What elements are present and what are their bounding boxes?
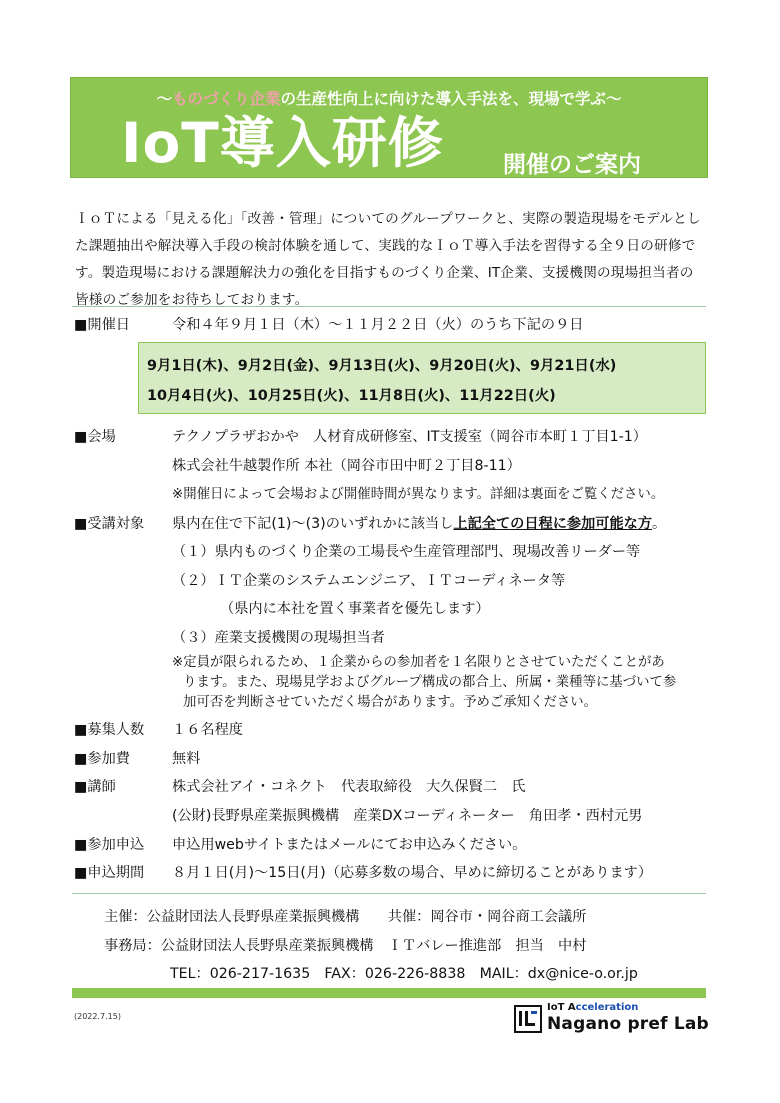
target-lead: 県内在住で下記(1)～(3)のいずれかに該当し上記全ての日程に参加可能な方。: [172, 516, 667, 532]
bottom-bar: [72, 988, 706, 998]
footer-organizer: 主催：公益財団法人長野県産業振興機構 共催：岡谷市・岡谷商工会議所: [104, 909, 587, 925]
apply-label: ■参加申込: [74, 837, 145, 853]
schedule-dates-box: [138, 342, 706, 414]
venue-note: ※開催日によって会場および開催時間が異なります。詳細は裏面をご覧ください。: [172, 487, 665, 502]
venue-label: ■会場: [74, 429, 116, 445]
target-note-1: ※定員が限られるため、１企業からの参加者を１名限りとさせていただくことがあ: [172, 655, 665, 670]
target-item-2-sub: （県内に本社を置く事業者を優先します）: [220, 601, 490, 617]
title-banner: [70, 77, 708, 178]
schedule-dates-line2: 10月4日(火)、10月25日(火)、11月8日(火)、11月22日(火): [147, 388, 556, 404]
venue-line1: テクノプラザおかや 人材育成研修室、IT支援室（岡谷市本町１丁目1-1）: [172, 429, 647, 445]
capacity-value: １６名程度: [172, 722, 243, 738]
logo-tagline: IoT Acceleration: [547, 1002, 639, 1013]
footer-contact: TEL：026-217-1635 FAX：026-226-8838 MAIL：dx@nice-o.or.jp: [170, 966, 638, 982]
target-label: ■受講対象: [74, 516, 145, 532]
logo-name: Nagano pref Lab: [547, 1014, 709, 1034]
venue-line2: 株式会社牛越製作所 本社（岡谷市田中町２丁目8-11）: [172, 458, 521, 474]
banner-subtitle: 〜ものづくり企業の生産性向上に向けた導入手法を、現場で学ぶ〜: [156, 90, 622, 108]
footer-office: 事務局：公益財団法人長野県産業振興機構 ＩＴバレー推進部 担当 中村: [104, 938, 587, 954]
lecturer-line1: 株式会社アイ・コネクト 代表取締役 大久保賢二 氏: [172, 779, 526, 795]
target-item-1: （１）県内ものづくり企業の工場長や生産管理部門、現場改善リーダー等: [172, 544, 641, 560]
nagano-lab-logo-icon: [514, 1005, 542, 1033]
capacity-label: ■募集人数: [74, 722, 145, 738]
fee-value: 無料: [172, 751, 201, 767]
schedule-label: ■開催日: [74, 317, 130, 333]
period-label: ■申込期間: [74, 865, 145, 881]
document-date: (2022.7.15): [74, 1012, 121, 1021]
intro-paragraph: ＩｏＴによる「見える化」「改善・管理」についてのグループワークと、実際の製造現場をモデルとした課題抽出や解決導入手段の検討体験を通して、実践的なＩｏＴ導入手法を習得する全９日の研修です。製造現場における課題解決力の強化を目指すものづくり企業、IT企業、支援機関の現場担当者の皆様のご参加をお待ちしております。: [75, 211, 701, 308]
page-title: IoT導入研修: [121, 111, 444, 175]
target-item-2: （２）ＩＴ企業のシステムエンジニア、ＩＴコーディネータ等: [172, 573, 566, 589]
target-emphasis: 上記全ての日程に参加可能な方: [453, 516, 653, 532]
period-value: ８月１日(月)～15日(月)（応募多数の場合、早めに締切ることがあります）: [172, 865, 653, 881]
divider: [72, 306, 706, 307]
apply-value: 申込用webサイトまたはメールにてお申込みください。: [172, 837, 527, 853]
target-note-2: ります。また、現場見学およびグループ構成の都合上、所属・業種等に基づいて参: [183, 675, 677, 690]
target-note-3: 加可否を判断させていただく場合があります。予めご承知ください。: [183, 695, 598, 710]
nagano-pref-lab-logo: [514, 1002, 709, 1036]
target-item-3: （３）産業支援機関の現場担当者: [172, 630, 385, 646]
schedule-dates-line1: 9月1日(木)、9月2日(金)、9月13日(火)、9月20日(火)、9月21日(水): [147, 358, 617, 374]
fee-label: ■参加費: [74, 751, 130, 767]
lecturer-label: ■講師: [74, 779, 116, 795]
lecturer-line2: (公財)長野県産業振興機構 産業DXコーディネーター 角田孝・西村元男: [172, 808, 643, 824]
page-title-suffix: 開催のご案内: [503, 152, 641, 178]
schedule-value: 令和４年９月１日（木）～１１月２２日（火）のうち下記の９日: [172, 317, 584, 333]
divider: [72, 893, 706, 894]
